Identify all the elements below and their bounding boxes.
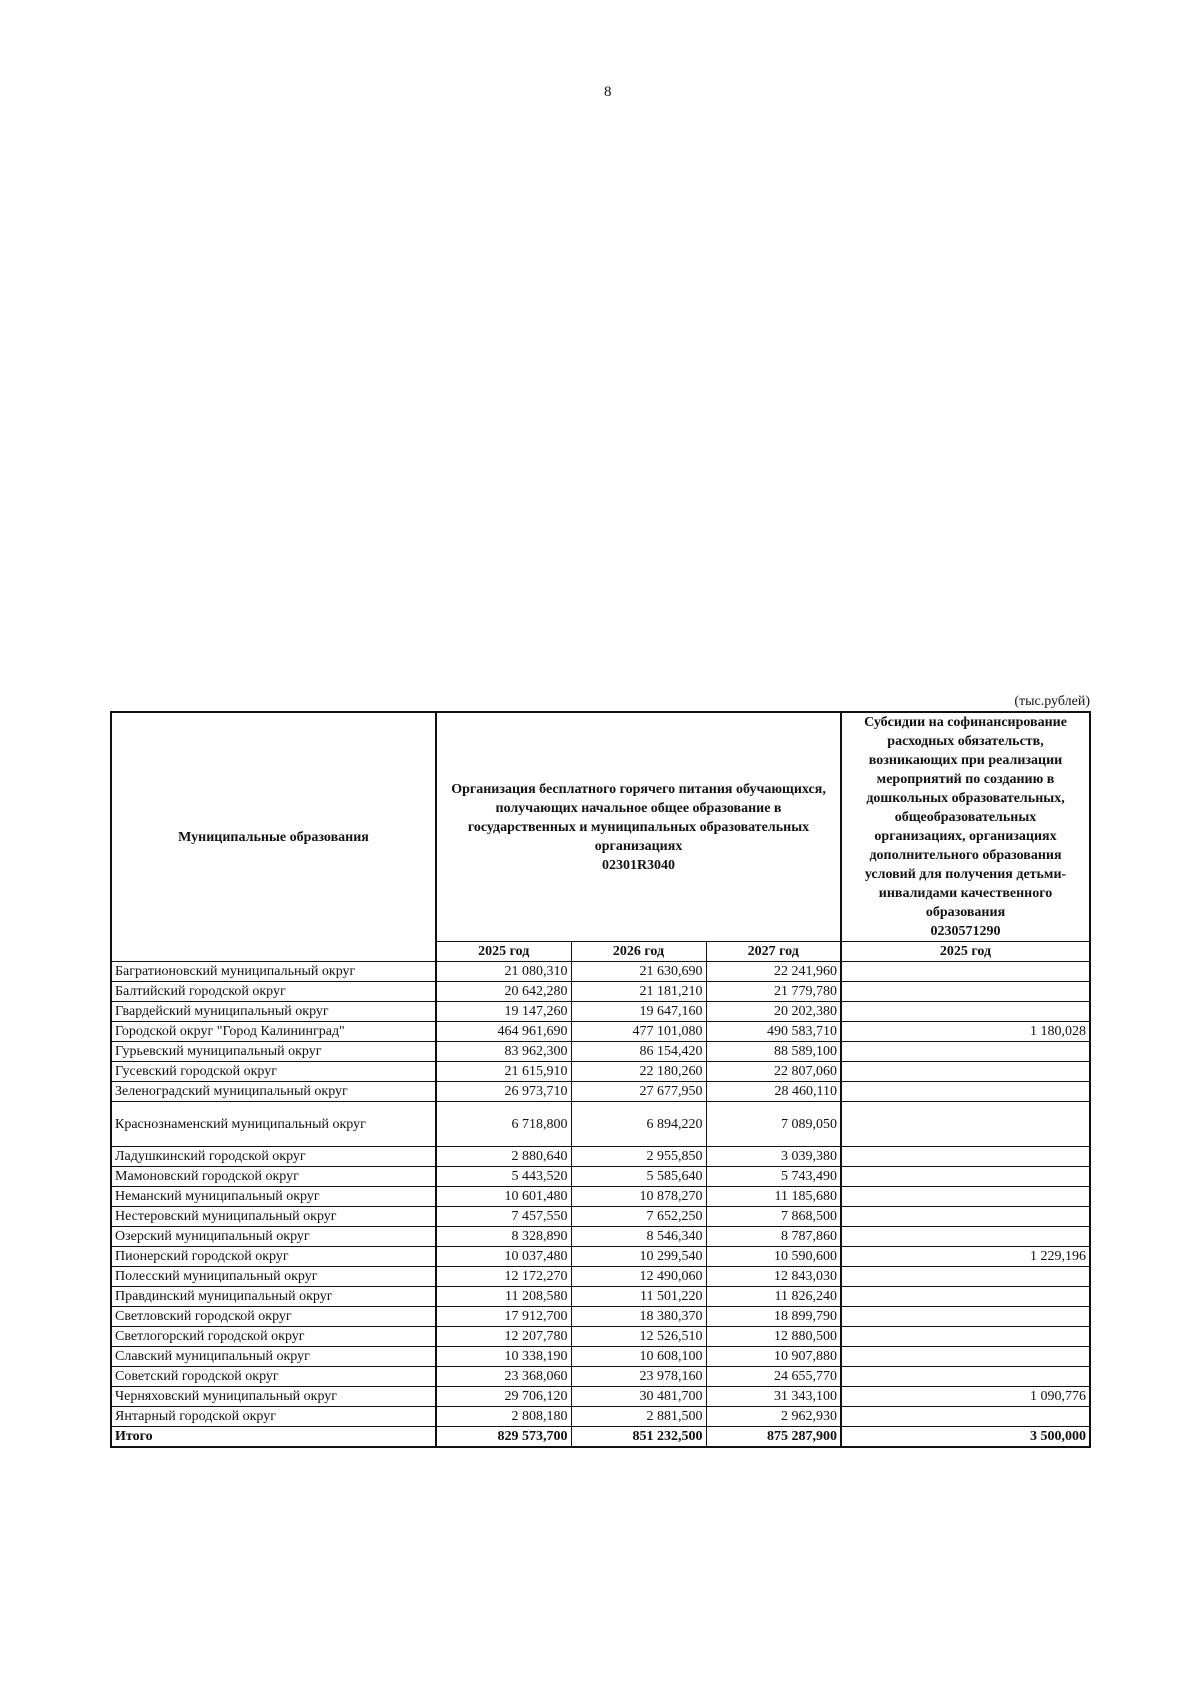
municipality-name: Балтийский городской округ xyxy=(111,982,436,1002)
table-row xyxy=(111,1407,1090,1427)
hot-meals-2027-value: 11 185,680 xyxy=(706,1187,841,1207)
subsidy-table xyxy=(110,711,1091,1448)
hot-meals-2027-value: 18 899,790 xyxy=(706,1307,841,1327)
disabled-children-group-header xyxy=(841,712,1090,942)
hot-meals-2025-value: 12 172,270 xyxy=(436,1267,571,1287)
subsidy-2025-value: 1 090,776 xyxy=(841,1387,1090,1407)
municipality-name: Светлогорский городской округ xyxy=(111,1327,436,1347)
municipality-name: Светловский городской округ xyxy=(111,1307,436,1327)
hot-meals-2026-value: 10 878,270 xyxy=(571,1187,706,1207)
hot-meals-2027-value: 24 655,770 xyxy=(706,1367,841,1387)
hot-meals-2027-value: 10 907,880 xyxy=(706,1347,841,1367)
subsidy-2025-value xyxy=(841,1062,1090,1082)
municipality-name: Озерский муниципальный округ xyxy=(111,1227,436,1247)
hot-meals-2026-value: 30 481,700 xyxy=(571,1387,706,1407)
hot-meals-2026-value: 6 894,220 xyxy=(571,1102,706,1147)
hot-meals-2025-value: 10 037,480 xyxy=(436,1247,571,1267)
hot-meals-2026-value: 2 955,850 xyxy=(571,1147,706,1167)
hot-meals-2027-value: 10 590,600 xyxy=(706,1247,841,1267)
municipality-name: Гусевский городской округ xyxy=(111,1062,436,1082)
hot-meals-2025-value: 21 080,310 xyxy=(436,962,571,982)
hot-meals-2026-value: 21 181,210 xyxy=(571,982,706,1002)
hot-meals-2027-value: 12 843,030 xyxy=(706,1267,841,1287)
hot-meals-2025-value: 2 808,180 xyxy=(436,1407,571,1427)
hot-meals-2027-value: 31 343,100 xyxy=(706,1387,841,1407)
table-row xyxy=(111,1042,1090,1062)
hot-meals-2026-value: 5 585,640 xyxy=(571,1167,706,1187)
table-row xyxy=(111,1367,1090,1387)
hot-meals-2025-value: 29 706,120 xyxy=(436,1387,571,1407)
table-row xyxy=(111,1347,1090,1367)
table-row xyxy=(111,962,1090,982)
municipality-name: Зеленоградский муниципальный округ xyxy=(111,1082,436,1102)
table-row xyxy=(111,1387,1090,1407)
hot-meals-2027-value: 490 583,710 xyxy=(706,1022,841,1042)
year-header-2025: 2025 год xyxy=(436,942,571,962)
municipality-name: Краснознаменский муниципальный округ xyxy=(111,1102,436,1147)
hot-meals-2026-value: 27 677,950 xyxy=(571,1082,706,1102)
hot-meals-2027-value: 2 962,930 xyxy=(706,1407,841,1427)
table-row xyxy=(111,982,1090,1002)
subsidy-2025-value xyxy=(841,982,1090,1002)
subsidy-2025-value xyxy=(841,1187,1090,1207)
table-row xyxy=(111,1287,1090,1307)
total-label: Итого xyxy=(111,1427,436,1448)
subsidy-year-header-2025: 2025 год xyxy=(841,942,1090,962)
municipality-name: Славский муниципальный округ xyxy=(111,1347,436,1367)
table-row xyxy=(111,1247,1090,1267)
total-row xyxy=(111,1427,1090,1448)
table-body xyxy=(111,962,1090,1427)
municipality-name: Гурьевский муниципальный округ xyxy=(111,1042,436,1062)
subsidy-2025-value xyxy=(841,962,1090,982)
hot-meals-2027-value: 5 743,490 xyxy=(706,1167,841,1187)
hot-meals-2027-value: 8 787,860 xyxy=(706,1227,841,1247)
disabled-children-code: 0230571290 xyxy=(930,924,1001,939)
subsidy-2025-value xyxy=(841,1307,1090,1327)
hot-meals-2025-value: 17 912,700 xyxy=(436,1307,571,1327)
municipality-name: Пионерский городской округ xyxy=(111,1247,436,1267)
hot-meals-2025-value: 11 208,580 xyxy=(436,1287,571,1307)
table-row xyxy=(111,1102,1090,1147)
units-label: (тыс.рублей) xyxy=(1014,694,1090,709)
subsidy-2025-value xyxy=(841,1347,1090,1367)
hot-meals-2025-value: 83 962,300 xyxy=(436,1042,571,1062)
hot-meals-2025-value: 8 328,890 xyxy=(436,1227,571,1247)
hot-meals-2025-value: 10 338,190 xyxy=(436,1347,571,1367)
municipality-name: Гвардейский муниципальный округ xyxy=(111,1002,436,1022)
hot-meals-2026-value: 86 154,420 xyxy=(571,1042,706,1062)
hot-meals-2025-value: 5 443,520 xyxy=(436,1167,571,1187)
hot-meals-2025-value: 26 973,710 xyxy=(436,1082,571,1102)
table-row xyxy=(111,1167,1090,1187)
municipality-name: Мамоновский городской округ xyxy=(111,1167,436,1187)
table-row xyxy=(111,1207,1090,1227)
subsidy-2025-value xyxy=(841,1287,1090,1307)
table-row xyxy=(111,1062,1090,1082)
hot-meals-2027-value: 28 460,110 xyxy=(706,1082,841,1102)
hot-meals-2026-value: 22 180,260 xyxy=(571,1062,706,1082)
subsidy-2025-value: 1 229,196 xyxy=(841,1247,1090,1267)
hot-meals-2027-value: 3 039,380 xyxy=(706,1147,841,1167)
table-row xyxy=(111,1307,1090,1327)
subsidy-2025-value xyxy=(841,1367,1090,1387)
year-header-2026: 2026 год xyxy=(571,942,706,962)
hot-meals-2025-value: 20 642,280 xyxy=(436,982,571,1002)
table-row xyxy=(111,1187,1090,1207)
total-2026: 851 232,500 xyxy=(571,1427,706,1448)
hot-meals-2026-value: 10 608,100 xyxy=(571,1347,706,1367)
hot-meals-2027-value: 20 202,380 xyxy=(706,1002,841,1022)
hot-meals-2026-value: 2 881,500 xyxy=(571,1407,706,1427)
subsidy-2025-value xyxy=(841,1167,1090,1187)
municipality-name: Неманский муниципальный округ xyxy=(111,1187,436,1207)
subsidy-2025-value xyxy=(841,1042,1090,1062)
subsidy-2025-value xyxy=(841,1102,1090,1147)
subsidy-2025-value xyxy=(841,1227,1090,1247)
subsidy-2025-value xyxy=(841,1407,1090,1427)
hot-meals-group-header xyxy=(436,712,841,942)
table-row xyxy=(111,1267,1090,1287)
hot-meals-2025-value: 12 207,780 xyxy=(436,1327,571,1347)
table-row xyxy=(111,1082,1090,1102)
hot-meals-2026-value: 12 490,060 xyxy=(571,1267,706,1287)
hot-meals-2025-value: 10 601,480 xyxy=(436,1187,571,1207)
hot-meals-title: Организация бесплатного горячего питания обучающихся, получающих начальное общее образование в государственных и муниципальных образовательных организациях xyxy=(451,781,826,854)
hot-meals-2025-value: 7 457,550 xyxy=(436,1207,571,1227)
municipality-name: Черняховский муниципальный округ xyxy=(111,1387,436,1407)
total-subsidy-2025: 3 500,000 xyxy=(841,1427,1090,1448)
hot-meals-2026-value: 21 630,690 xyxy=(571,962,706,982)
subsidy-2025-value xyxy=(841,1267,1090,1287)
hot-meals-2027-value: 22 807,060 xyxy=(706,1062,841,1082)
municipality-name: Полесский муниципальный округ xyxy=(111,1267,436,1287)
hot-meals-2027-value: 12 880,500 xyxy=(706,1327,841,1347)
municipality-name: Янтарный городской округ xyxy=(111,1407,436,1427)
disabled-children-title: Субсидии на софинансирование расходных обязательств, возникающих при реализации мероприятий по созданию в дошкольных образовательных, общеобразовательных организациях, организациях дополнительного образования условий для получения детьми-инвалидами качественного образования xyxy=(864,715,1067,920)
municipality-column-header: Муниципальные образования xyxy=(111,712,436,962)
hot-meals-2025-value: 6 718,800 xyxy=(436,1102,571,1147)
municipality-name: Нестеровский муниципальный округ xyxy=(111,1207,436,1227)
hot-meals-2026-value: 10 299,540 xyxy=(571,1247,706,1267)
total-2027: 875 287,900 xyxy=(706,1427,841,1448)
subsidy-2025-value xyxy=(841,1082,1090,1102)
total-2025: 829 573,700 xyxy=(436,1427,571,1448)
municipality-name: Ладушкинский городской округ xyxy=(111,1147,436,1167)
subsidy-2025-value xyxy=(841,1147,1090,1167)
page-number: 8 xyxy=(604,84,612,100)
subsidy-2025-value: 1 180,028 xyxy=(841,1022,1090,1042)
hot-meals-2026-value: 12 526,510 xyxy=(571,1327,706,1347)
table-row xyxy=(111,1327,1090,1347)
hot-meals-2025-value: 19 147,260 xyxy=(436,1002,571,1022)
hot-meals-2026-value: 8 546,340 xyxy=(571,1227,706,1247)
hot-meals-2026-value: 7 652,250 xyxy=(571,1207,706,1227)
hot-meals-2025-value: 23 368,060 xyxy=(436,1367,571,1387)
hot-meals-2026-value: 23 978,160 xyxy=(571,1367,706,1387)
hot-meals-2027-value: 88 589,100 xyxy=(706,1042,841,1062)
municipality-name: Правдинский муниципальный округ xyxy=(111,1287,436,1307)
hot-meals-2025-value: 464 961,690 xyxy=(436,1022,571,1042)
hot-meals-2026-value: 11 501,220 xyxy=(571,1287,706,1307)
table-row xyxy=(111,1002,1090,1022)
hot-meals-2027-value: 11 826,240 xyxy=(706,1287,841,1307)
hot-meals-2027-value: 7 089,050 xyxy=(706,1102,841,1147)
subsidy-2025-value xyxy=(841,1207,1090,1227)
municipality-name: Городской округ "Город Калининград" xyxy=(111,1022,436,1042)
table-row xyxy=(111,1022,1090,1042)
year-header-2027: 2027 год xyxy=(706,942,841,962)
municipality-name: Советский городской округ xyxy=(111,1367,436,1387)
subsidy-2025-value xyxy=(841,1002,1090,1022)
hot-meals-2027-value: 7 868,500 xyxy=(706,1207,841,1227)
municipality-name: Багратионовский муниципальный округ xyxy=(111,962,436,982)
hot-meals-code: 02301R3040 xyxy=(601,857,676,873)
hot-meals-2027-value: 21 779,780 xyxy=(706,982,841,1002)
subsidy-2025-value xyxy=(841,1327,1090,1347)
table-row xyxy=(111,1147,1090,1167)
hot-meals-2025-value: 21 615,910 xyxy=(436,1062,571,1082)
hot-meals-2026-value: 19 647,160 xyxy=(571,1002,706,1022)
hot-meals-2026-value: 18 380,370 xyxy=(571,1307,706,1327)
hot-meals-2025-value: 2 880,640 xyxy=(436,1147,571,1167)
hot-meals-2027-value: 22 241,960 xyxy=(706,962,841,982)
table-row xyxy=(111,1227,1090,1247)
hot-meals-2026-value: 477 101,080 xyxy=(571,1022,706,1042)
